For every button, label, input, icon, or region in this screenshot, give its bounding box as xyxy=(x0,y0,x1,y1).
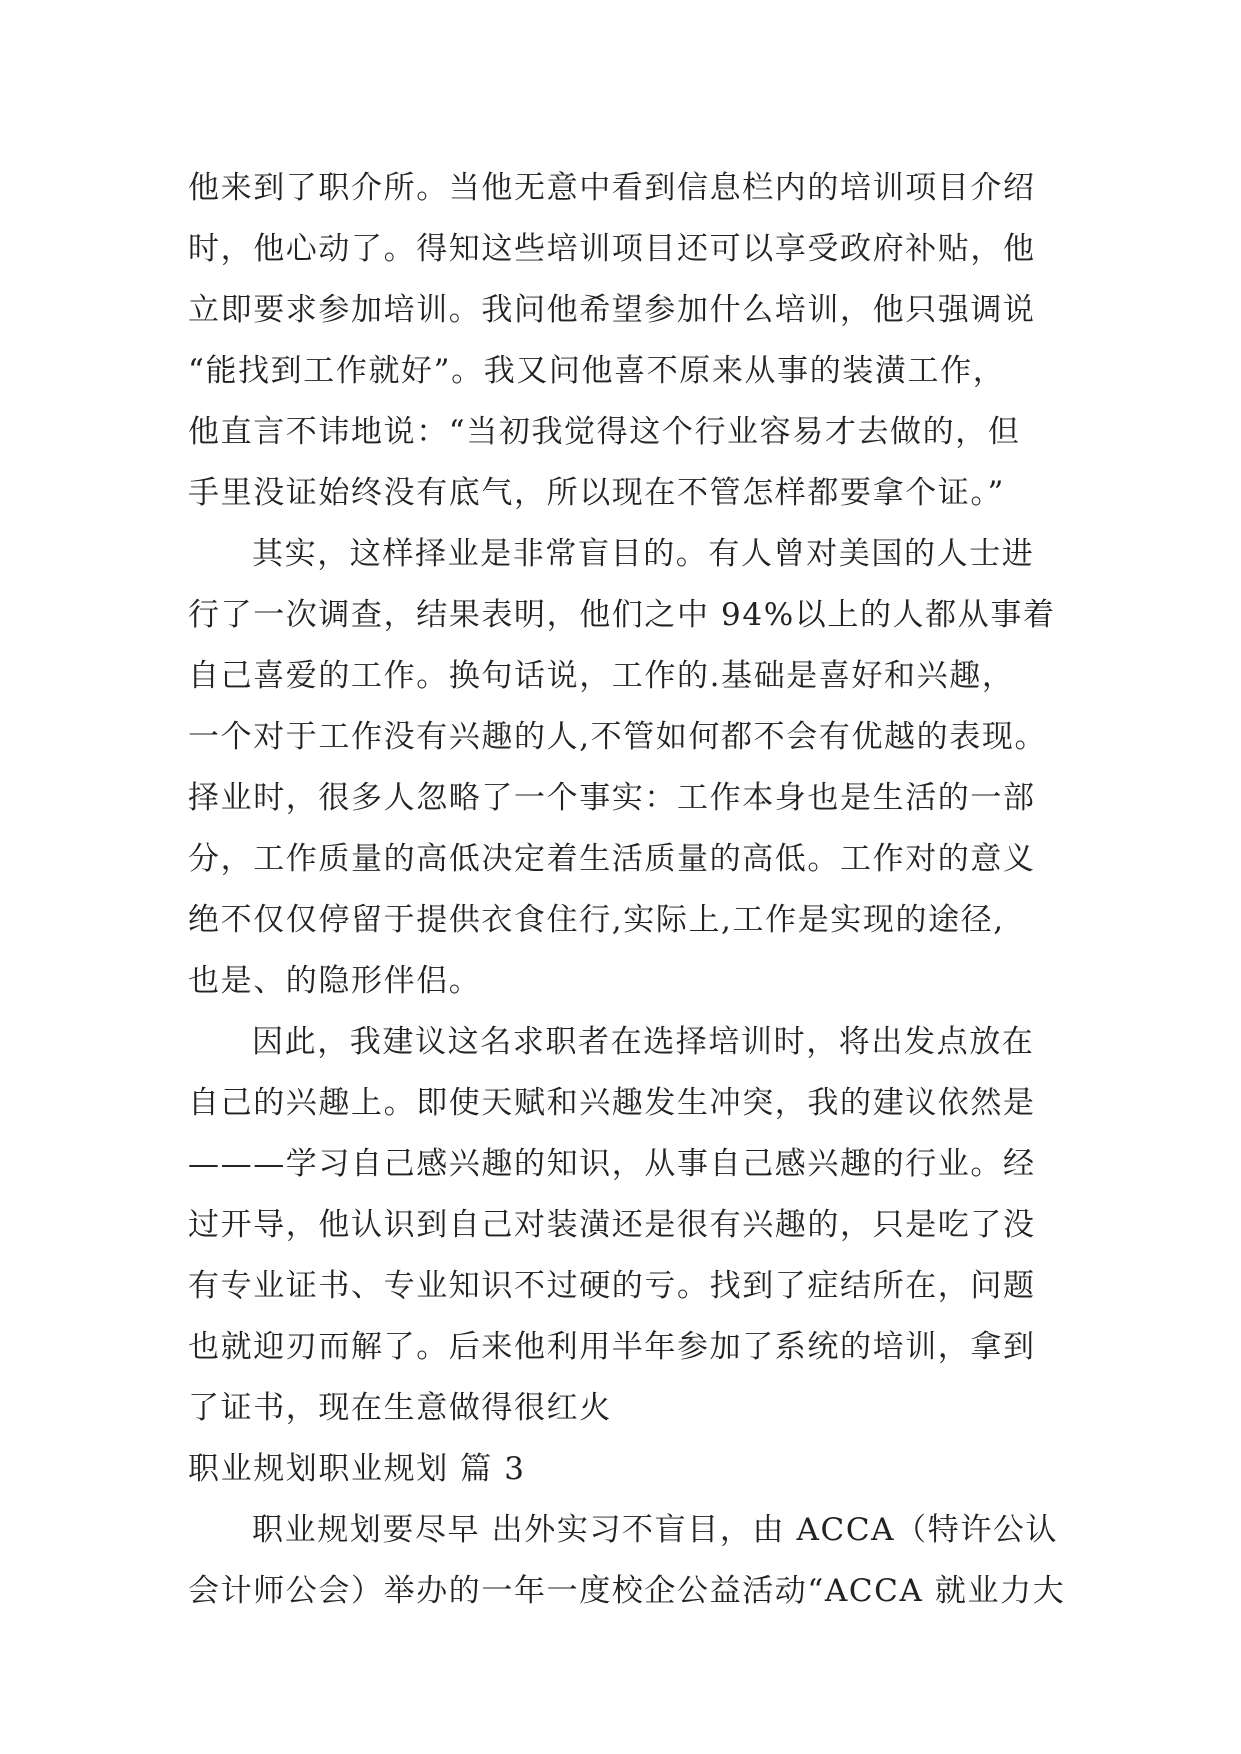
section-heading: 职业规划职业规划 篇 3 xyxy=(188,1451,526,1487)
document-body xyxy=(188,158,1066,1622)
text-line: 过开导，他认识到自己对装潢还是很有兴趣的，只是吃了没 xyxy=(188,1207,1036,1243)
text-line: 自己喜爱的工作。换句话说，工作的.基础是喜好和兴趣， xyxy=(188,658,1015,694)
text-line: 自己的兴趣上。即使天赋和兴趣发生冲突，我的建议依然是 xyxy=(188,1085,1036,1121)
text-line: 他直言不讳地说：“当初我觉得这个行业容易才去做的，但 xyxy=(188,414,1021,450)
text-line: 也就迎刃而解了。后来他利用半年参加了系统的培训，拿到 xyxy=(188,1329,1036,1365)
text-line: 手里没证始终没有底气，所以现在不管怎样都要拿个证。” xyxy=(188,475,1005,511)
text-line: ———学习自己感兴趣的知识，从事自己感兴趣的行业。经 xyxy=(188,1146,1036,1182)
text-line: 行了一次调查，结果表明，他们之中 94%以上的人都从事着 xyxy=(188,597,1056,633)
text-line: 分，工作质量的高低决定着生活质量的高低。工作对的意义 xyxy=(188,841,1036,877)
text-line: 一个对于工作没有兴趣的人,不管如何都不会有优越的表现。 xyxy=(188,719,1048,755)
paragraph-first-line: 职业规划要尽早 出外实习不盲目，由 ACCA（特许公认 xyxy=(252,1512,1059,1548)
text-line: 时，他心动了。得知这些培训项目还可以享受政府补贴，他 xyxy=(188,231,1036,267)
text-line: 择业时，很多人忽略了一个事实：工作本身也是生活的一部 xyxy=(188,780,1036,816)
paragraph-first-line: 其实，这样择业是非常盲目的。有人曾对美国的人士进 xyxy=(252,536,1035,572)
text-line: 立即要求参加培训。我问他希望参加什么培训，他只强调说 xyxy=(188,292,1036,328)
text-line: 了证书，现在生意做得很红火 xyxy=(188,1390,612,1426)
text-line: 有专业证书、专业知识不过硬的亏。找到了症结所在，问题 xyxy=(188,1268,1036,1304)
text-line: 会计师公会）举办的一年一度校企公益活动“ACCA 就业力大 xyxy=(188,1573,1066,1609)
text-line: 他来到了职介所。当他无意中看到信息栏内的培训项目介绍 xyxy=(188,170,1036,206)
paragraph-first-line: 因此，我建议这名求职者在选择培训时，将出发点放在 xyxy=(252,1024,1035,1060)
text-line: “能找到工作就好”。我又问他喜不原来从事的装潢工作， xyxy=(188,353,1006,389)
text-line: 绝不仅仅停留于提供衣食住行,实际上,工作是实现的途径, xyxy=(188,902,1005,938)
text-line: 也是、的隐形伴侣。 xyxy=(188,963,482,999)
